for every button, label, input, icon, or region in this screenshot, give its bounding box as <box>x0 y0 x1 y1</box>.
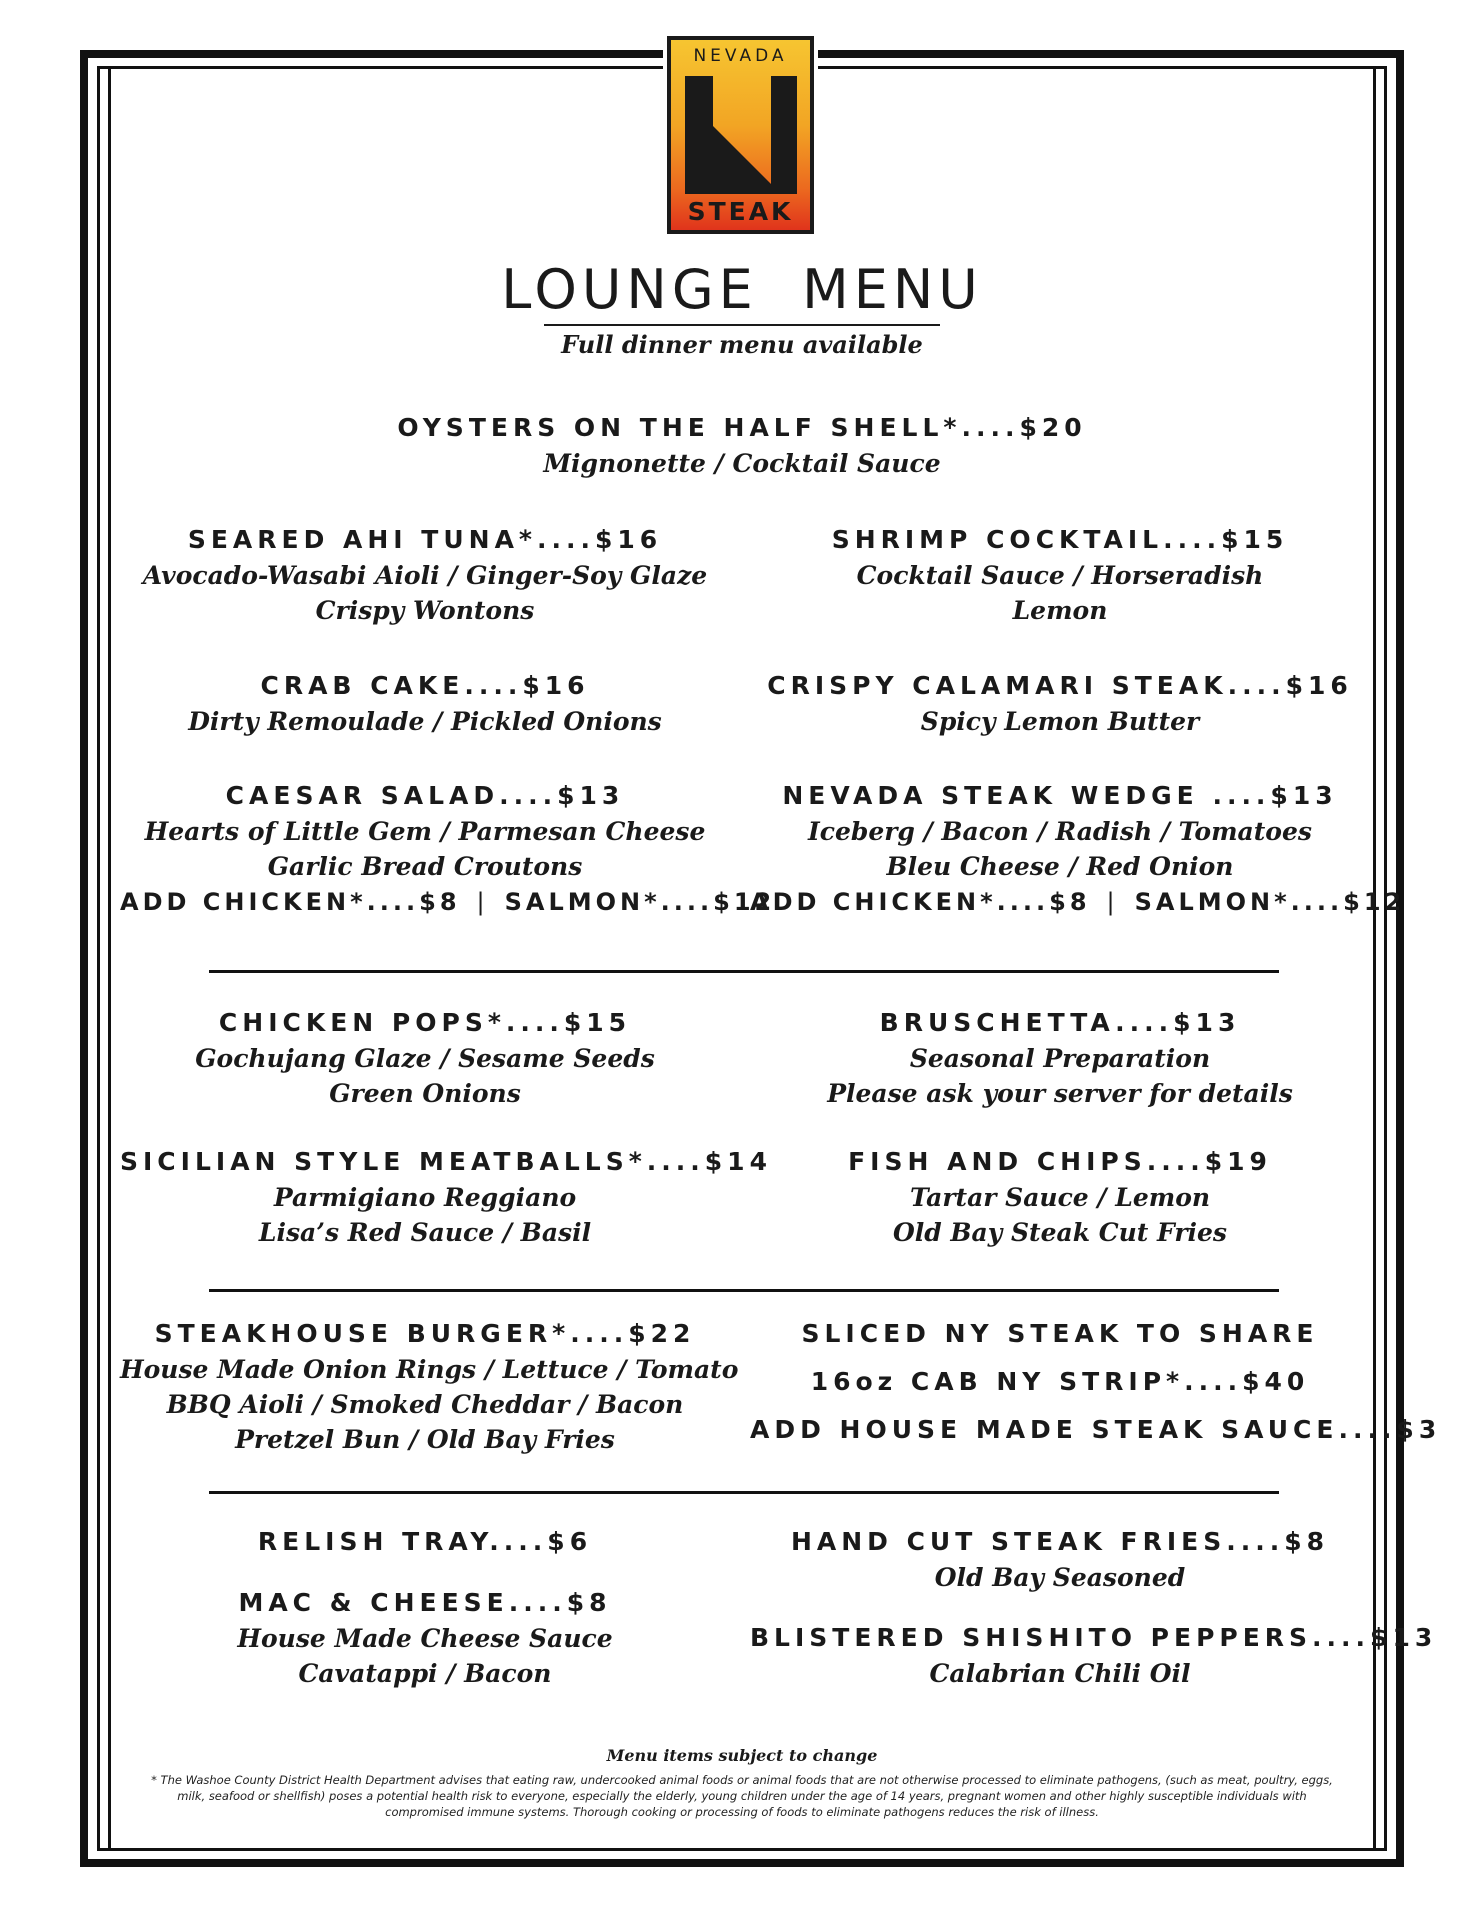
menu-item-ahi-tuna <box>120 522 730 628</box>
menu-item-burger <box>120 1316 739 1457</box>
item-name: SEARED AHI TUNA*....$16 <box>187 525 663 554</box>
addon-separator: | <box>476 888 489 916</box>
health-disclaimer: * The Washoe County District Health Department advises that eating raw, undercooked animal foods or animal foods that are not otherwise processed to eliminate pathogens, (such as meat, poultry, eggs, milk, seafood or shellfish) poses a potential health risk to everyone, especially the elderly, young children under the age of 14 years, pregnant women and other highly susceptible individuals with compromised immune systems. Thorough cooking or processing of foods to eliminate pathogens reduces the risk of illness. <box>151 1773 1333 1819</box>
page-subtitle: Full dinner menu available <box>561 330 923 359</box>
item-desc: Cavatappi / Bacon <box>298 1659 552 1688</box>
item-desc: Lemon <box>1012 596 1108 625</box>
item-desc: Crispy Wontons <box>315 596 535 625</box>
item-name: BRUSCHETTA....$13 <box>879 1008 1241 1037</box>
section-divider <box>209 1491 1279 1494</box>
item-desc: Green Onions <box>329 1079 521 1108</box>
item-desc: House Made Onion Rings / Lettuce / Tomato <box>120 1355 739 1384</box>
section-divider <box>209 1289 1279 1292</box>
menu-item-meatballs <box>120 1144 772 1250</box>
menu-item-steak-fries <box>750 1524 1370 1595</box>
item-desc: BBQ Aioli / Smoked Cheddar / Bacon <box>166 1390 684 1419</box>
menu-item-chicken-pops <box>120 1005 730 1111</box>
item-desc: Pretzel Bun / Old Bay Fries <box>235 1425 615 1454</box>
menu-item-caesar-salad <box>120 778 776 920</box>
menu-item-crab-cake <box>120 668 730 739</box>
item-desc: Cocktail Sauce / Horseradish <box>856 561 1264 590</box>
item-desc: Old Bay Steak Cut Fries <box>892 1218 1228 1247</box>
menu-item-fish-and-chips <box>750 1144 1370 1250</box>
page-title: LOUNGE MENU <box>501 258 983 321</box>
menu-item-shishito <box>750 1620 1438 1691</box>
item-name: SICILIAN STYLE MEATBALLS*....$14 <box>120 1147 772 1176</box>
item-desc: Tartar Sauce / Lemon <box>909 1183 1211 1212</box>
item-desc: Please ask your server for details <box>827 1079 1293 1108</box>
item-desc: Garlic Bread Croutons <box>267 852 583 881</box>
item-addons <box>120 884 776 920</box>
item-desc: Iceberg / Bacon / Radish / Tomatoes <box>808 817 1312 846</box>
item-name: MAC & CHEESE....$8 <box>238 1588 612 1617</box>
item-name: CRISPY CALAMARI STEAK....$16 <box>767 671 1353 700</box>
item-desc: Old Bay Seasoned <box>934 1563 1186 1592</box>
item-addon: ADD HOUSE MADE STEAK SAUCE....$3 <box>750 1415 1442 1444</box>
item-addons <box>750 884 1406 920</box>
addon-chicken: ADD CHICKEN*....$8 <box>750 888 1091 916</box>
addon-salmon: SALMON*....$12 <box>504 888 776 916</box>
item-desc: Spicy Lemon Butter <box>920 707 1200 736</box>
menu-item-shrimp-cocktail <box>750 522 1370 628</box>
title-underline <box>544 324 940 326</box>
item-name: NEVADA STEAK WEDGE ....$13 <box>782 781 1338 810</box>
item-name: OYSTERS ON THE HALF SHELL*....$20 <box>397 413 1087 442</box>
item-name: CAESAR SALAD....$13 <box>225 781 625 810</box>
addon-salmon: SALMON*....$12 <box>1134 888 1406 916</box>
menu-item-ny-steak <box>750 1316 1442 1448</box>
item-name: SHRIMP COCKTAIL....$15 <box>831 525 1289 554</box>
item-desc: House Made Cheese Sauce <box>237 1624 613 1653</box>
item-option: 16oz CAB NY STRIP*....$40 <box>810 1367 1310 1396</box>
item-name: CHICKEN POPS*....$15 <box>218 1008 632 1037</box>
menu-item-bruschetta <box>750 1005 1370 1111</box>
menu-item-steak-wedge <box>750 778 1406 920</box>
item-name: RELISH TRAY....$6 <box>257 1527 593 1556</box>
item-desc: Mignonette / Cocktail Sauce <box>543 449 941 478</box>
menu-item-mac-and-cheese <box>120 1585 730 1691</box>
logo-name-bottom: STEAK <box>687 197 794 226</box>
item-name: CRAB CAKE....$16 <box>260 671 590 700</box>
item-name: FISH AND CHIPS....$19 <box>848 1147 1272 1176</box>
item-desc: Lisa’s Red Sauce / Basil <box>258 1218 592 1247</box>
item-name: BLISTERED SHISHITO PEPPERS....$13 <box>750 1623 1438 1652</box>
item-desc: Hearts of Little Gem / Parmesan Cheese <box>144 817 706 846</box>
addon-separator: | <box>1106 888 1119 916</box>
menu-item-oysters <box>300 410 1184 481</box>
item-desc: Dirty Remoulade / Pickled Onions <box>188 707 662 736</box>
item-desc: Bleu Cheese / Red Onion <box>886 852 1234 881</box>
addon-chicken: ADD CHICKEN*....$8 <box>120 888 461 916</box>
item-name: STEAKHOUSE BURGER*....$22 <box>154 1319 696 1348</box>
brand-logo <box>663 32 818 238</box>
footer-note: Menu items subject to change <box>606 1746 878 1765</box>
item-desc: Avocado-Wasabi Aioli / Ginger-Soy Glaze <box>142 561 708 590</box>
item-desc: Calabrian Chili Oil <box>929 1659 1191 1688</box>
item-desc: Parmigiano Reggiano <box>273 1183 577 1212</box>
logo-mark-icon <box>685 76 797 194</box>
menu-item-calamari <box>750 668 1370 739</box>
item-name: SLICED NY STEAK TO SHARE <box>801 1319 1319 1348</box>
item-desc: Gochujang Glaze / Sesame Seeds <box>195 1044 655 1073</box>
item-name: HAND CUT STEAK FRIES....$8 <box>790 1527 1330 1556</box>
item-desc: Seasonal Preparation <box>909 1044 1211 1073</box>
logo-name-top: NEVADA <box>693 46 788 66</box>
menu-item-relish-tray <box>120 1524 730 1560</box>
logo-badge <box>667 36 814 234</box>
section-divider <box>209 970 1279 973</box>
